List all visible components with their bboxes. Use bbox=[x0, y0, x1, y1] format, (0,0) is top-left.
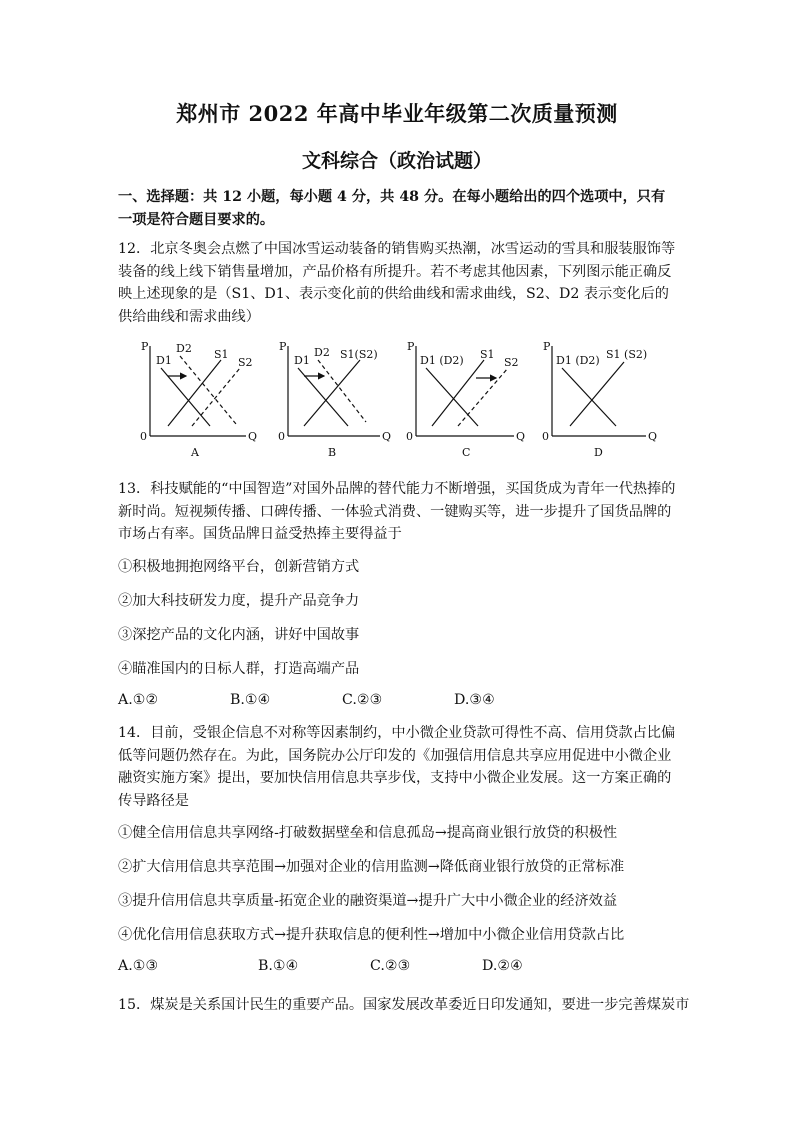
graph-d bbox=[542, 340, 657, 459]
question-14-option-d: D.②④ bbox=[482, 958, 523, 974]
question-14-item-3: ③提升信用信息共享质量-拓宽企业的融资渠道→提升广大中小微企业的经济效益 bbox=[118, 893, 618, 909]
graph-b-d2-label: D2 bbox=[314, 346, 330, 359]
section-heading: 一、选择题：共 12 小题，每小题 4 分，共 48 分。在每小题给出的四个选项中，只有一项是符合题目要求的。 bbox=[118, 189, 666, 228]
graph-c-caption: C bbox=[462, 446, 471, 459]
question-14-option-c: C.②③ bbox=[370, 958, 411, 974]
question-13-stem: 13．科技赋能的“中国智造”对国外品牌的替代能力不断增强，买国货成为青年一代热捧的新时尚。短视频传播、口碑传播、一体验式消费、一键购买等，进一步提升了国货品牌的市场占有率。国货品牌日益受热捧主要得益于 bbox=[118, 481, 676, 542]
graph-c-s2-label: S2 bbox=[504, 356, 519, 369]
question-15-stem: 15．煤炭是关系国计民生的重要产品。国家发展改革委近日印发通知，要进一步完善煤炭市 bbox=[118, 997, 690, 1013]
graph-a bbox=[140, 340, 257, 459]
graph-d-q-label: Q bbox=[648, 430, 658, 443]
question-14-option-b: B.①④ bbox=[258, 958, 299, 974]
graph-c-s1-label: S1 bbox=[480, 348, 495, 361]
graph-d-caption: D bbox=[594, 446, 603, 459]
question-14-item-1: ①健全信用信息共享网络-打破数据壁垒和信息孤岛→提高商业银行放贷的积极性 bbox=[118, 825, 618, 841]
graph-a-p-label: P bbox=[141, 340, 149, 353]
graph-a-s2-label: S2 bbox=[238, 356, 253, 369]
graph-d-d bbox=[562, 368, 616, 426]
graph-c-d-label: D1 (D2) bbox=[420, 354, 464, 367]
question-13-option-d: D.③④ bbox=[454, 692, 495, 708]
question-13-option-b: B.①④ bbox=[230, 692, 271, 708]
exam-title: 郑州市 2022 年高中毕业年级第二次质量预测 bbox=[176, 101, 618, 126]
graph-a-s1 bbox=[168, 360, 221, 426]
graph-a-caption: A bbox=[191, 446, 199, 459]
graph-c-origin: 0 bbox=[406, 430, 413, 443]
graph-b-d1-label: D1 bbox=[294, 354, 310, 367]
graph-a-d1 bbox=[161, 368, 210, 426]
question-14-item-2: ②扩大信用信息共享范围→加强对企业的信用监测→降低商业银行放贷的正常标准 bbox=[118, 859, 625, 875]
graph-b-s1 bbox=[304, 360, 360, 426]
question-13-item-2: ②加大科技研发力度，提升产品竞争力 bbox=[118, 593, 360, 609]
graph-a-d2 bbox=[180, 356, 236, 424]
question-13-item-4: ④瞄准国内的日标人群，打造高端产品 bbox=[118, 661, 360, 677]
graph-a-q-label: Q bbox=[248, 430, 258, 443]
supply-demand-graphs-svg bbox=[128, 338, 668, 468]
graph-a-s2 bbox=[192, 368, 240, 426]
graph-b-s-label: S1(S2) bbox=[340, 348, 378, 361]
question-12-stem: 12．北京冬奥会点燃了中国冰雪运动装备的销售购买热潮，冰雪运动的雪具和服装服饰等装备的线上线下销售量增加，产品价格有所提升。若不考虑其他因素，下列图示能正确反映上述现象的是（S1、D1、表示变化前的供给曲线和需求曲线，S2、D2 表示变化后的供给曲线和需求曲线） bbox=[118, 241, 676, 325]
graph-b-d1 bbox=[298, 368, 348, 426]
graph-b-p-label: P bbox=[279, 340, 287, 353]
graph-a-origin: 0 bbox=[140, 430, 147, 443]
question-12-graphs bbox=[128, 338, 668, 468]
question-14-stem: 14．目前，受银企信息不对称等因素制约，中小微企业贷款可得性不高、信用贷款占比偏低等问题仍然存在。为此，国务院办公厅印发的《加强信用信息共享应用促进中小微企业融资实施方案》提出，要加快信用信息共享步伐，支持中小微企业发展。这一方案正确的传导路径是 bbox=[118, 725, 676, 809]
graph-b bbox=[278, 340, 391, 459]
graph-d-origin: 0 bbox=[542, 430, 549, 443]
graph-c-s2 bbox=[458, 368, 508, 426]
graph-a-s1-label: S1 bbox=[214, 348, 229, 361]
question-13-item-3: ③深挖产品的文化内涵，讲好中国故事 bbox=[118, 627, 360, 643]
graph-d-d-label: D1 (D2) bbox=[556, 354, 600, 367]
question-14-option-a: A.①③ bbox=[118, 958, 159, 974]
question-14-item-4: ④优化信用信息获取方式→提升获取信息的便利性→增加中小微企业信用贷款占比 bbox=[118, 927, 625, 943]
graph-c bbox=[406, 340, 525, 459]
exam-subtitle: 文科综合（政治试题） bbox=[301, 150, 492, 172]
graph-d-s bbox=[570, 362, 624, 426]
question-13-option-a: A.①② bbox=[118, 692, 159, 708]
graph-a-d2-label: D2 bbox=[176, 342, 192, 355]
graph-b-q-label: Q bbox=[382, 430, 392, 443]
graph-a-d1-label: D1 bbox=[156, 354, 172, 367]
graph-b-d2 bbox=[318, 360, 366, 422]
question-13-item-1: ①积极地拥抱网络平台，创新营销方式 bbox=[118, 559, 360, 575]
graph-b-caption: B bbox=[328, 446, 337, 459]
graph-c-q-label: Q bbox=[516, 430, 526, 443]
graph-b-origin: 0 bbox=[278, 430, 285, 443]
graph-c-s1 bbox=[432, 360, 484, 426]
graph-d-s-label: S1 (S2) bbox=[606, 348, 648, 361]
question-13-option-c: C.②③ bbox=[342, 692, 383, 708]
graph-c-p-label: P bbox=[407, 340, 415, 353]
graph-d-p-label: P bbox=[543, 340, 551, 353]
